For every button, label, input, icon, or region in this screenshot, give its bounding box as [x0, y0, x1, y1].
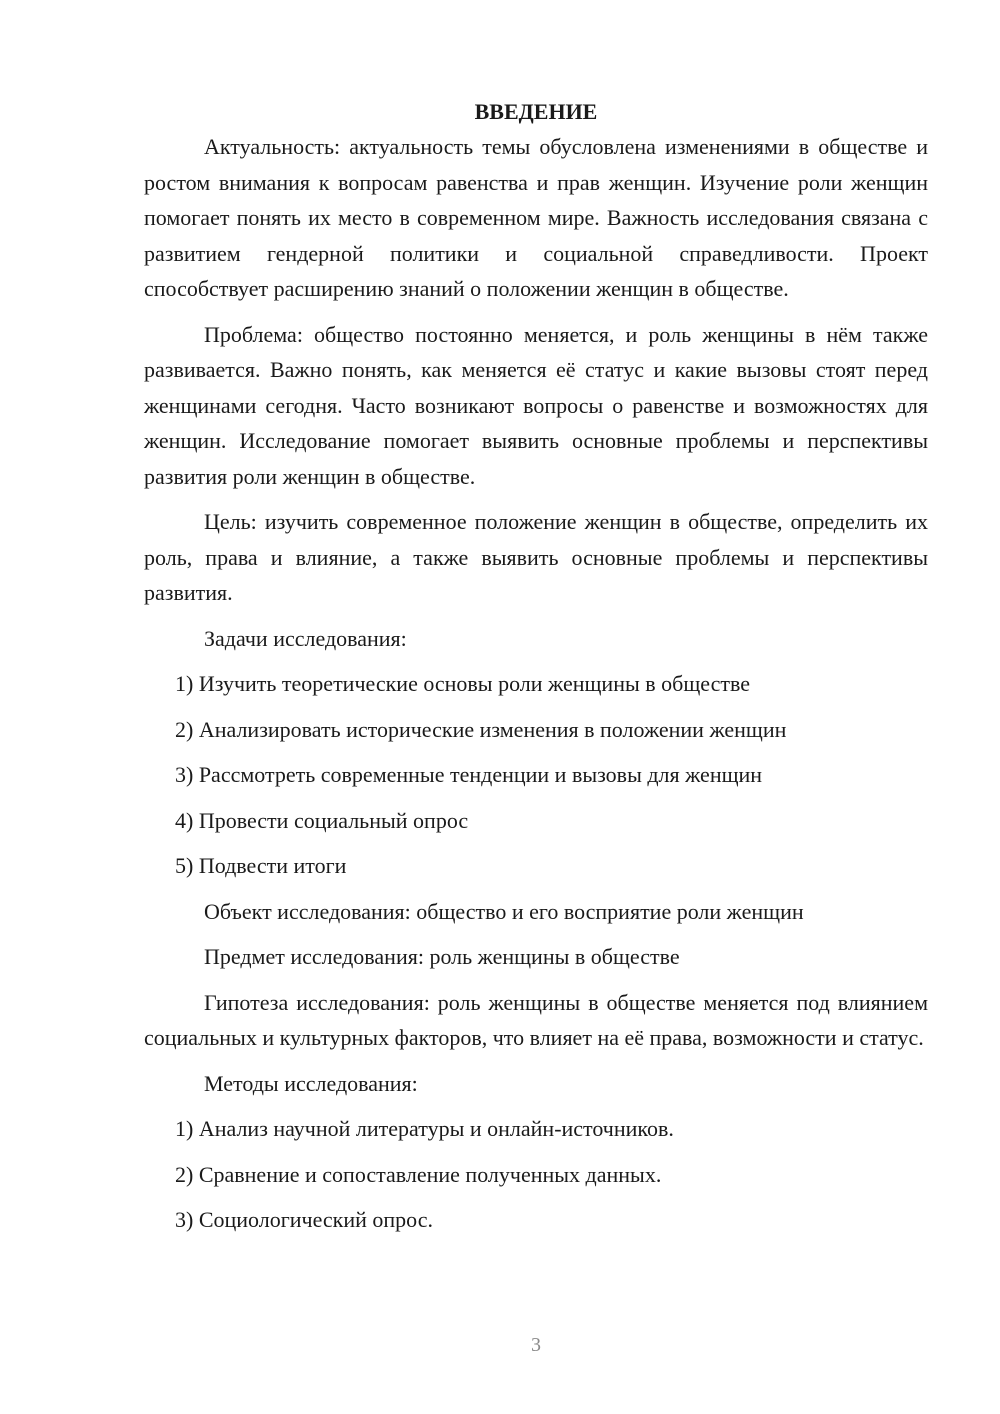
problem-paragraph: Проблема: общество постоянно меняется, и роль женщины в нём также развивается. Важно понять, как меняется её статус и какие вызовы стоят перед женщинами сегодня. Часто возникают вопросы о равенстве и возможностях для женщин. Исследование помогает выявить основные проблемы и перспективы развития роли женщин в обществе. [144, 321, 928, 489]
spacer [144, 656, 928, 666]
spacer [144, 747, 928, 757]
spacer [144, 975, 928, 985]
page-title: ВВЕДЕНИЕ [474, 99, 598, 124]
method-item: 3) Социологический опрос. [175, 1207, 433, 1232]
spacer [144, 838, 928, 848]
task-item: 5) Подвести итоги [175, 853, 347, 878]
task-item: 1) Изучить теоретические основы роли женщины в обществе [175, 671, 750, 696]
object-line: Объект исследования: общество и его восприятие роли женщин [204, 898, 804, 924]
relevance-paragraph: Актуальность: актуальность темы обусловлена изменениями в обществе и ростом внимания к вопросам равенства и прав женщин. Изучение роли женщин помогает понять их место в современном мире. Важность исследования связана с развитием гендерной политики и социальной справедливости. Проект способствует расширению знаний о положении женщин в обществе. [144, 134, 928, 301]
spacer [144, 307, 928, 317]
hypothesis-paragraph: Гипотеза исследования: роль женщины в обществе меняется под влиянием социальных и культурных факторов, что влияет на её права, возможности и статус. [144, 989, 928, 1050]
spacer [144, 884, 928, 894]
subject-line: Предмет исследования: роль женщины в обществе [204, 944, 680, 969]
spacer [144, 1056, 928, 1066]
spacer [144, 611, 928, 621]
spacer [144, 494, 928, 504]
spacer [144, 1192, 928, 1202]
method-item: 1) Анализ научной литературы и онлайн-источников. [175, 1116, 674, 1141]
spacer [144, 929, 928, 939]
task-item: 4) Провести социальный опрос [175, 807, 469, 833]
task-item: 3) Рассмотреть современные тенденции и вызовы для женщин [175, 762, 763, 787]
method-item: 2) Сравнение и сопоставление полученных данных. [175, 1161, 662, 1187]
document-page [144, 94, 928, 1238]
spacer [144, 702, 928, 712]
spacer [144, 793, 928, 803]
page-number: 3 [531, 1334, 541, 1356]
spacer [144, 1101, 928, 1111]
task-item: 2) Анализировать исторические изменения в положении женщин [175, 716, 787, 742]
tasks-heading: Задачи исследования: [204, 625, 407, 651]
spacer [144, 1147, 928, 1157]
methods-heading: Методы исследования: [204, 1070, 418, 1096]
goal-paragraph: Цель: изучить современное положение женщин в обществе, определить их роль, права и влияние, а также выявить основные проблемы и перспективы развития. [144, 509, 928, 605]
